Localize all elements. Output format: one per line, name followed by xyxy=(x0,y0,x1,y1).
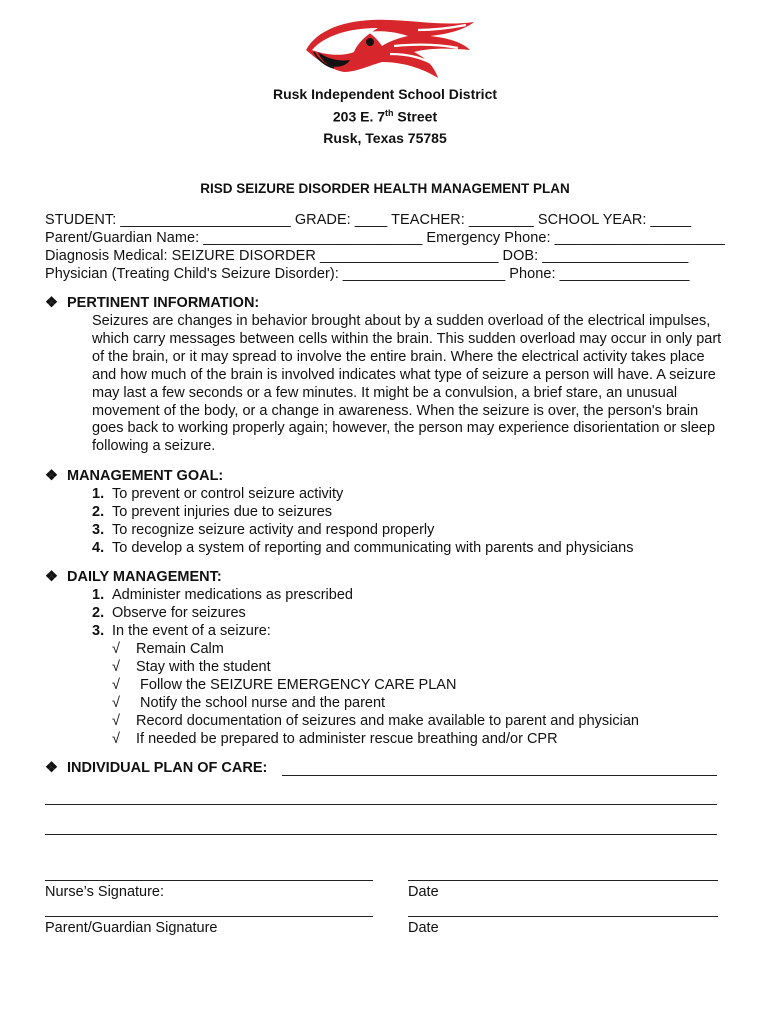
daily-heading: ❖ DAILY MANAGEMENT: xyxy=(45,569,222,585)
plan-input-line[interactable] xyxy=(45,834,717,835)
goal-item: 1. To prevent or control seizure activity xyxy=(92,486,344,502)
student-info-line[interactable]: STUDENT: _____________________ GRADE: ____ TEACHER: ________ SCHOOL YEAR: _____ xyxy=(45,212,692,228)
checklist-item: √ Stay with the student xyxy=(112,659,271,675)
nurse-signature-line[interactable] xyxy=(45,880,373,881)
parent-signature-line[interactable] xyxy=(45,916,373,917)
plan-input-line[interactable] xyxy=(282,775,717,776)
check-mark-icon: √ xyxy=(112,641,120,657)
nurse-signature-label: Nurse’s Signature: xyxy=(45,884,165,900)
date-label: Date xyxy=(408,884,439,900)
daily-item: 1. Administer medications as prescribed xyxy=(92,587,353,603)
nurse-date-line[interactable] xyxy=(408,880,718,881)
pertinent-paragraph: Seizures are changes in behavior brought about by a sudden overload of the electrical impulses, which carry messages between cells within the brain. This sudden overload may occur in only part of the brain, or it may spread to involve the entire brain. Where the electrical activity takes place and how much of the brain is involved indicates what type of seizure a person will have. A seizure may last a few seconds or a few minutes. It might be a convulsion, a brief stare, an unusual movement of the body, or a change in awareness. When the seizure is over, the person's brain goes back to working properly again; however, the person may experience disorientation or sleep following a seizure. xyxy=(92,313,722,455)
daily-item: 3. In the event of a seizure: xyxy=(92,623,271,639)
district-name: Rusk Independent School District xyxy=(272,86,498,102)
checklist-item: √ Notify the school nurse and the parent xyxy=(112,695,386,711)
page-title: RISD SEIZURE DISORDER HEALTH MANAGEMENT PLAN xyxy=(200,181,570,196)
checklist-item: √ Record documentation of seizures and make available to parent and physician xyxy=(112,713,639,729)
street-address: 203 E. 7th Street xyxy=(332,108,438,125)
check-mark-icon: √ xyxy=(112,695,120,711)
diamond-bullet-icon: ❖ xyxy=(45,569,58,585)
goal-item: 3. To recognize seizure activity and respond properly xyxy=(92,522,435,538)
goal-item: 2. To prevent injuries due to seizures xyxy=(92,504,333,520)
checklist-item: √ If needed be prepared to administer rescue breathing and/or CPR xyxy=(112,731,558,747)
goal-heading: ❖ MANAGEMENT GOAL: xyxy=(45,468,224,484)
goal-item: 4. To develop a system of reporting and communicating with parents and physicians xyxy=(92,540,634,556)
check-mark-icon: √ xyxy=(112,677,120,693)
checklist-item: √ Remain Calm xyxy=(112,641,224,657)
check-mark-icon: √ xyxy=(112,659,120,675)
pertinent-heading: ❖ PERTINENT INFORMATION: xyxy=(45,295,260,311)
parent-date-line[interactable] xyxy=(408,916,718,917)
parent-signature-label: Parent/Guardian Signature xyxy=(45,920,218,936)
eagle-logo-icon xyxy=(298,12,476,82)
diamond-bullet-icon: ❖ xyxy=(45,295,58,311)
diamond-bullet-icon: ❖ xyxy=(45,468,58,484)
diamond-bullet-icon: ❖ xyxy=(45,760,58,776)
date-label: Date xyxy=(408,920,439,936)
daily-item: 2. Observe for seizures xyxy=(92,605,246,621)
check-mark-icon: √ xyxy=(112,731,120,747)
plan-heading: ❖ INDIVIDUAL PLAN OF CARE: xyxy=(45,760,268,776)
check-mark-icon: √ xyxy=(112,713,120,729)
plan-input-line[interactable] xyxy=(45,804,717,805)
city-state-zip: Rusk, Texas 75785 xyxy=(323,130,447,146)
guardian-line[interactable]: Parent/Guardian Name: ___________________________ Emergency Phone: _____________________ xyxy=(45,230,726,246)
physician-line[interactable]: Physician (Treating Child's Seizure Disorder): ____________________ Phone: ________________ xyxy=(45,266,690,282)
diagnosis-line[interactable]: Diagnosis Medical: SEIZURE DISORDER ______________________ DOB: __________________ xyxy=(45,248,689,264)
checklist-item: √ Follow the SEIZURE EMERGENCY CARE PLAN xyxy=(112,677,457,693)
